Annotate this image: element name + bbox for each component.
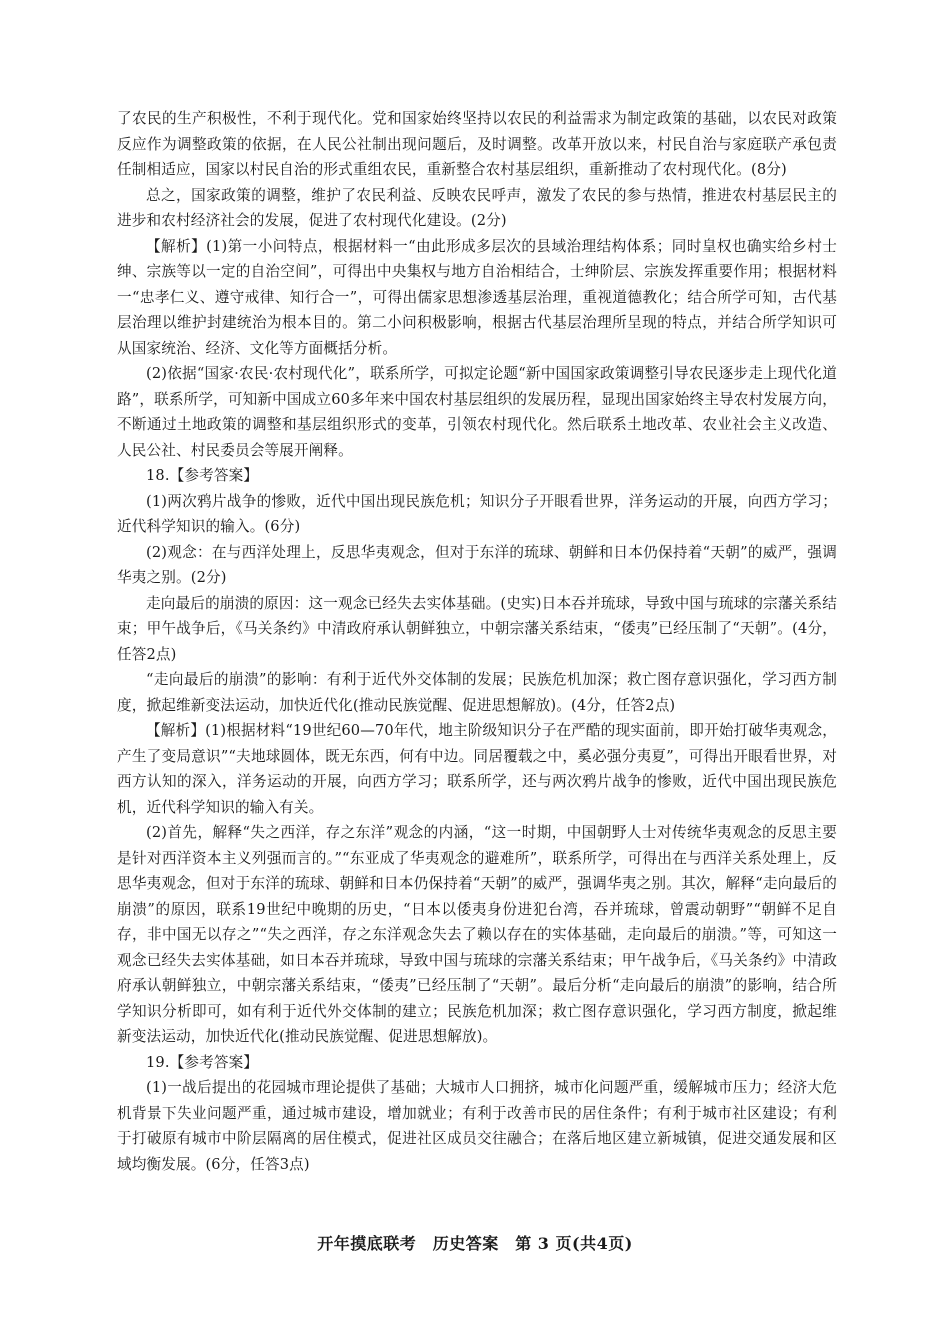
paragraph-analysis-17-1: 【解析】(1)第一小问特点，根据材料一“由此形成多层次的县域治理结构体系；同时皇权也确实给乡村士绅、宗族等以一定的自治空间”，可得出中央集权与地方自治相结合，士绅阶层、宗族发挥重要作用；根据材料一“忠孝仁义、遵守戒律、知行合一”，可得出儒家思想渗透基层治理，重视道德教化；结合所学可知，古代基层治理以维护封建统治为根本目的。第二小问积极影响，根据古代基层治理所呈现的特点，并结合所学知识可从国家统治、经济、文化等方面概括分析。 bbox=[117, 237, 837, 357]
page-footer: 开年摸底联考 历史答案 第 3 页(共4页) bbox=[317, 1234, 633, 1253]
paragraph-answer-18-2: (2)观念：在与西洋处理上，反思华夷观念，但对于东洋的琉球、朝鲜和日本仍保持着“天朝”的威严，强调华夷之别。(2分) bbox=[117, 543, 837, 586]
paragraph-analysis-18-2: (2)首先，解释“失之西洋，存之东洋”观念的内涵，“这一时期，中国朝野人士对传统华夷观念的反思主要是针对西洋资本主义列强而言的。”“东亚成了华夷观念的避难所”，联系所学，可得出在与西洋关系处理上，反思华夷观念，但对于东洋的琉球、朝鲜和日本仍保持着“天朝”的威严，强调华夷之别。其次，解释“走向最后的崩溃”的原因，联系19世纪中晚期的历史，“日本以倭夷身份进犯台湾，吞并琉球，曾震动朝野”“朝鲜不足自存，非中国无以存之”“失之西洋，存之东洋观念失去了赖以存在的实体基础，走向最后的崩溃。”等，可知这一观念已经失去实体基础，如日本吞并琉球，导致中国与琉球的宗藩关系结束；甲午战争后，《马关条约》中清政府承认朝鲜独立，中朝宗藩关系结束，“倭夷”已经压制了“天朝”。最后分析“走向最后的崩溃”的影响，结合所学知识分析即可，如有利于近代外交体制的建立；民族危机加深；救亡图存意识强化，学习西方制度，掀起维新变法运动，加快近代化(推动民族觉醒、促进思想解放)。 bbox=[117, 824, 837, 1045]
paragraph-continuation: 了农民的生产积极性，不利于现代化。党和国家始终坚持以农民的利益需求为制定政策的基础，以农民对政策反应作为调整政策的依据，在人民公社制出现问题后，及时调整。改革开放以来，村民自治与家庭联产承包责任制相适应，国家以村民自治的形式重组农民，重新整合农村基层组织，重新推动了农村现代化。(8分) bbox=[117, 110, 837, 178]
paragraph-answer-18-impact: “走向最后的崩溃”的影响：有利于近代外交体制的发展；民族危机加深；救亡图存意识强化，学习西方制度，掀起维新变法运动，加快近代化(推动民族觉醒、促进思想解放)。(4分，任答2点) bbox=[117, 671, 837, 714]
paragraph-analysis-18-1: 【解析】(1)根据材料“19世纪60—70年代，地主阶级知识分子在严酷的现实面前，即开始打破华夷观念，产生了变局意识”“夫地球圆体，既无东西，何有中边。同居覆载之中，奚必强分夷夏”，可得出开眼看世界，对西方认知的深入，洋务运动的开展，向西方学习；联系所学，还与两次鸦片战争的惨败，近代中国出现民族危机，近代科学知识的输入有关。 bbox=[117, 722, 837, 816]
paragraph-answer-18-1: (1)两次鸦片战争的惨败，近代中国出现民族危机；知识分子开眼看世界，洋务运动的开展，向西方学习；近代科学知识的输入。(6分) bbox=[117, 492, 837, 535]
paragraph-answer-18-reason: 走向最后的崩溃的原因：这一观念已经失去实体基础。(史实)日本吞并琉球，导致中国与琉球的宗藩关系结束；甲午战争后，《马关条约》中清政府承认朝鲜独立，中朝宗藩关系结束，“倭夷”已经压制了“天朝”。(4分，任答2点) bbox=[117, 594, 837, 663]
paragraph-summary: 总之，国家政策的调整，维护了农民利益、反映农民呼声，激发了农民的参与热情，推进农村基层民主的进步和农村经济社会的发展，促进了农村现代化建设。(2分) bbox=[117, 186, 837, 229]
answer-content bbox=[117, 106, 837, 1177]
paragraph-answer-19-1: (1)一战后提出的花园城市理论提供了基础；大城市人口拥挤，城市化问题严重，缓解城市压力；经济大危机背景下失业问题严重，通过城市建设，增加就业；有利于改善市民的居住条件；有利于城市社区建设；有利于打破原有城市中阶层隔离的居住模式，促进社区成员交往融合；在落后地区建立新城镇，促进交通发展和区域均衡发展。(6分，任答3点) bbox=[117, 1079, 837, 1173]
heading-question-19: 19.【参考答案】 bbox=[146, 1053, 259, 1071]
heading-question-18: 18.【参考答案】 bbox=[146, 467, 259, 484]
paragraph-analysis-17-2: (2)依据“国家·农民·农村现代化”，联系所学，可拟定论题“新中国国家政策调整引导农民逐步走上现代化道路”，联系所学，可知新中国成立60多年来中国农村基层组织的发展历程，显现出国家始终主导农村发展方向，不断通过土地政策的调整和基层组织形式的变革，引领农村现代化。然后联系土地改革、农业社会主义改造、人民公社、村民委员会等展开阐释。 bbox=[117, 365, 837, 459]
